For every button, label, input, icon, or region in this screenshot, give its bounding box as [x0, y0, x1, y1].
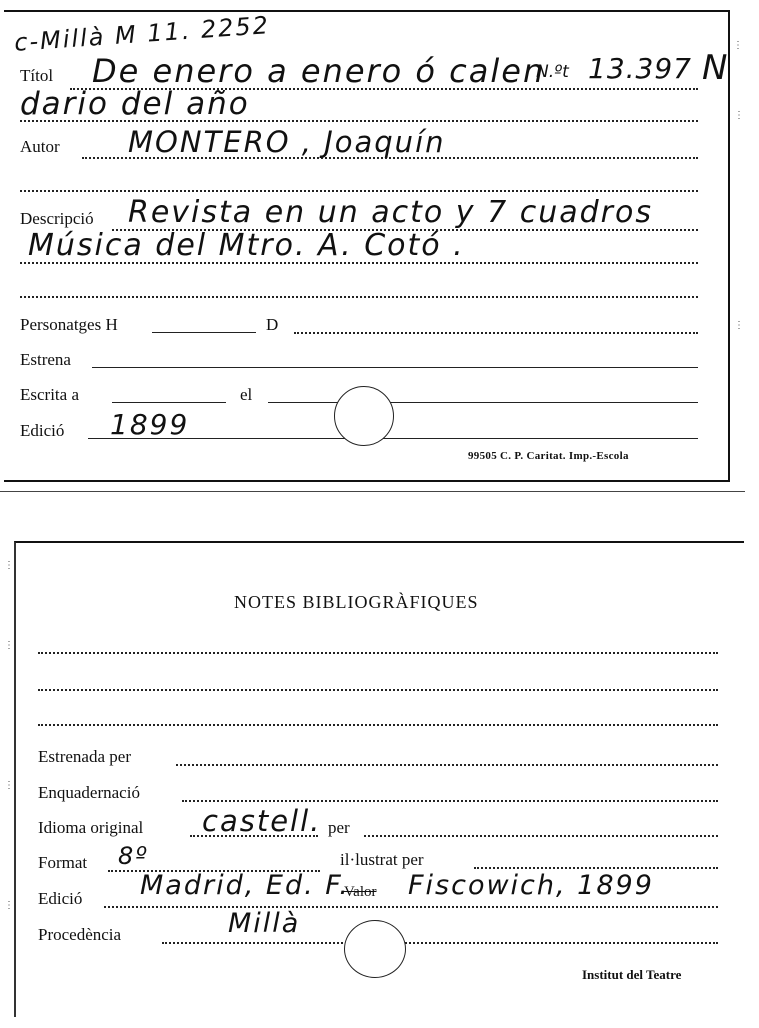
binding-label: Enquadernació — [38, 783, 140, 802]
provenance-label: Procedència — [38, 925, 122, 944]
notes-line-3 — [38, 724, 718, 726]
description-value-line-2: Música del Mtro. A. Cotó . — [28, 228, 465, 263]
description-label: Descripció — [20, 209, 94, 228]
back-edition-struck: Valor — [344, 884, 377, 900]
description-value-line-1: Revista en un acto y 7 cuadros — [128, 195, 653, 230]
printer-imprint: 99505 C. P. Caritat. Imp.-Escola — [468, 450, 629, 462]
format-value: 8º — [118, 842, 149, 870]
notes-line-2 — [38, 689, 718, 691]
illustrated-by-line — [474, 867, 718, 869]
premiered-by-line — [176, 764, 718, 766]
written-on-line — [268, 402, 698, 403]
notes-line-1 — [38, 652, 718, 654]
premiered-by-label: Estrenada per — [38, 747, 131, 766]
characters-male-line — [152, 332, 256, 333]
author-value: MONTERO , Joaquín — [128, 125, 446, 159]
characters-female-label: D — [266, 315, 279, 334]
edition-label: Edició — [20, 421, 65, 440]
binding-line — [182, 800, 718, 802]
language-per-line — [364, 835, 718, 837]
written-at-line — [112, 402, 226, 403]
premiere-line — [92, 367, 698, 368]
characters-label: Personatges H — [20, 315, 118, 334]
handwritten-call-number: c-Millà M 11. 2252 — [13, 11, 271, 57]
author-line-2 — [20, 190, 698, 192]
premiere-label: Estrena — [20, 350, 71, 369]
back-punch-hole — [344, 920, 406, 978]
title-number-prefix: N.ºt — [536, 62, 569, 82]
back-edition-value-2: Fiscowich, 1899 — [408, 870, 654, 901]
provenance-line — [162, 942, 718, 944]
title-value-line-2: dario del año — [20, 86, 250, 122]
title-label: Títol — [20, 66, 54, 85]
provenance-value: Millà — [228, 908, 301, 939]
language-per-label: per — [328, 818, 350, 837]
title-value-line-1: De enero a enero ó calen — [92, 52, 546, 90]
title-suffix: N — [702, 48, 730, 88]
edition-value: 1899 — [110, 408, 190, 441]
characters-female-line — [294, 332, 698, 334]
scan-divider — [0, 491, 745, 492]
original-language-value: castell. — [202, 804, 322, 838]
author-label: Autor — [20, 137, 60, 156]
institution-footer: Institut del Teatre — [582, 967, 682, 982]
back-edition-label: Edició — [38, 889, 83, 908]
illustrated-by-label: il·lustrat per — [340, 850, 424, 869]
notes-heading: NOTES BIBLIOGRÀFIQUES — [234, 592, 479, 612]
back-edition-value-1: Madrid, Ed. F. — [140, 870, 350, 901]
original-language-label: Idioma original — [38, 818, 144, 837]
title-number: 13.397 — [588, 52, 692, 85]
written-on-label: el — [240, 385, 253, 404]
punch-hole — [334, 386, 394, 446]
written-at-label: Escrita a — [20, 385, 79, 404]
description-line-3 — [20, 296, 698, 298]
back-edition-line — [104, 906, 718, 908]
format-label: Format — [38, 853, 88, 872]
